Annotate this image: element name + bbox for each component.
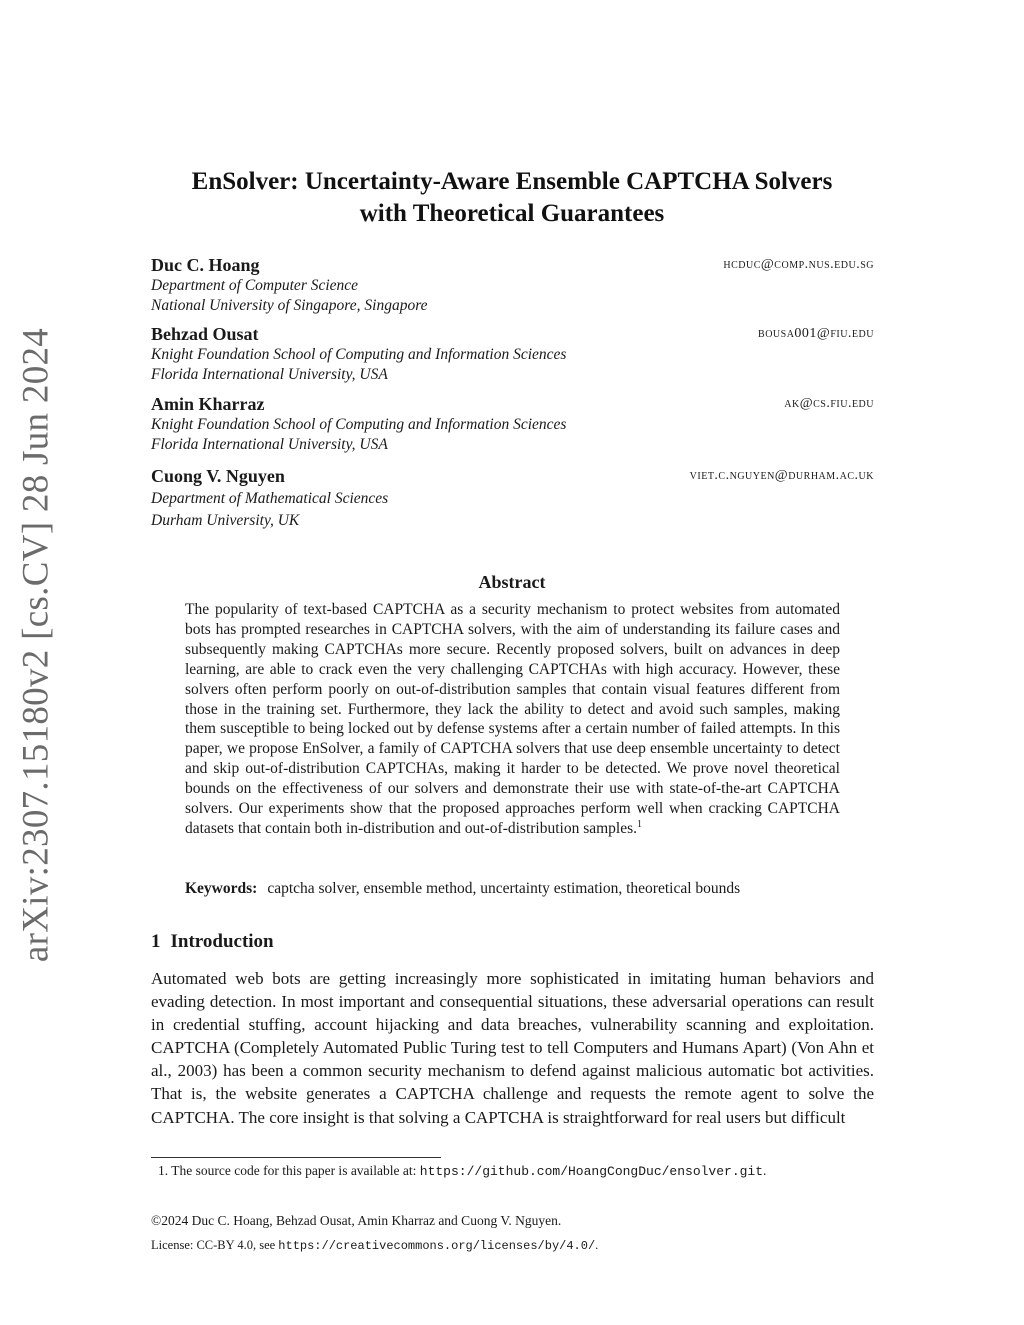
keywords-label: Keywords: (185, 880, 258, 897)
section-number: 1 (151, 931, 161, 952)
author-block-1 (151, 254, 874, 316)
license-suffix: . (595, 1238, 599, 1252)
author-affiliation: Knight Foundation School of Computing and Information Sciences (151, 416, 567, 433)
footnote-text: 1. The source code for this paper is available at: (158, 1163, 420, 1178)
author-email[interactable]: ak@cs.fiu.edu (784, 396, 874, 411)
abstract-text (185, 600, 840, 839)
author-block-2 (151, 323, 874, 385)
title-line-2: with Theoretical Guarantees (359, 200, 665, 227)
author-name: Cuong V. Nguyen (151, 466, 285, 486)
author-affiliation: Durham University, UK (151, 512, 300, 529)
section-title: Introduction (170, 931, 274, 952)
footnote-suffix: . (763, 1163, 767, 1178)
footnote-divider (151, 1157, 441, 1158)
section-heading (151, 931, 274, 953)
keywords (185, 880, 865, 898)
author-name: Behzad Ousat (151, 324, 259, 344)
author-affiliation: Florida International University, USA (151, 436, 388, 453)
paper-title (150, 166, 874, 230)
license-link[interactable]: https://creativecommons.org/licenses/by/4.0/ (278, 1239, 596, 1253)
abstract-heading: Abstract (478, 572, 546, 592)
author-affiliation: Department of Mathematical Sciences (151, 490, 389, 507)
footnote (158, 1163, 766, 1179)
author-affiliation: Florida International University, USA (151, 366, 388, 383)
keywords-text: captcha solver, ensemble method, uncertainty estimation, theoretical bounds (267, 880, 741, 897)
title-line-1: EnSolver: Uncertainty-Aware Ensemble CAPTCHA Solvers (191, 168, 833, 195)
author-email[interactable]: hcduc@comp.nus.edu.sg (723, 257, 874, 272)
author-block-4 (151, 465, 874, 531)
arxiv-identifier: arXiv:2307.15180v2 [cs.CV] 28 Jun 2024 (15, 327, 57, 963)
introduction-text: Automated web bots are getting increasingly more sophisticated in imitating human behaviors and evading detection. In most important and consequential situations, these adversarial operations can result in credential stuffing, account hijacking and data breaches, vulnerability scanning and exploitation. CAPTCHA (Completely Automated Public Turing test to tell Computers and Humans Apart) (Von Ahn et al., 2003) has been a common security mechanism to defend against malicious automatic bot activities. That is, the website generates a CAPTCHA challenge and requests the remote agent to solve the CAPTCHA. The core insight is that solving a CAPTCHA is straightforward for real users but difficult (151, 969, 874, 1127)
source-code-link[interactable]: https://github.com/HoangCongDuc/ensolver.git (419, 1164, 764, 1179)
author-block-3 (151, 393, 874, 455)
license-notice (151, 1238, 598, 1253)
author-email[interactable]: viet.c.nguyen@durham.ac.uk (689, 468, 874, 483)
author-affiliation: National University of Singapore, Singapore (151, 297, 428, 314)
copyright-notice: ©2024 Duc C. Hoang, Behzad Ousat, Amin Kharraz and Cuong V. Nguyen. (151, 1213, 562, 1228)
footnote-marker[interactable]: 1 (637, 818, 643, 830)
author-name: Duc C. Hoang (151, 255, 260, 275)
author-affiliation: Knight Foundation School of Computing and Information Sciences (151, 346, 567, 363)
license-text: License: CC-BY 4.0, see (151, 1238, 279, 1252)
author-email[interactable]: bousa001@fiu.edu (758, 326, 874, 341)
author-name: Amin Kharraz (151, 394, 265, 414)
author-affiliation: Department of Computer Science (151, 277, 359, 294)
abstract-body-text: The popularity of text-based CAPTCHA as a security mechanism to protect websites from automated bots has prompted researches in CAPTCHA solvers, with the aim of understanding its failure cases and subsequently making CAPTCHAs more secure. Recently proposed solvers, built on advances in deep learning, are able to crack even the very challenging CAPTCHAs with high accuracy. However, these solvers often perform poorly on out-of-distribution samples that contain visual features different from those in the training set. Furthermore, they lack the ability to detect and avoid such samples, making them susceptible to being locked out by defense systems after a certain number of failed attempts. In this paper, we propose EnSolver, a family of CAPTCHA solvers that use deep ensemble uncertainty to detect and skip out-of-distribution CAPTCHAs, making it harder to be detected. We prove novel theoretical bounds on the effectiveness of our solvers and demonstrate their use with state-of-the-art CAPTCHA solvers. Our experiments show that the proposed approaches perform well when cracking CAPTCHA datasets that contain both in-distribution and out-of-distribution samples. (185, 601, 840, 837)
